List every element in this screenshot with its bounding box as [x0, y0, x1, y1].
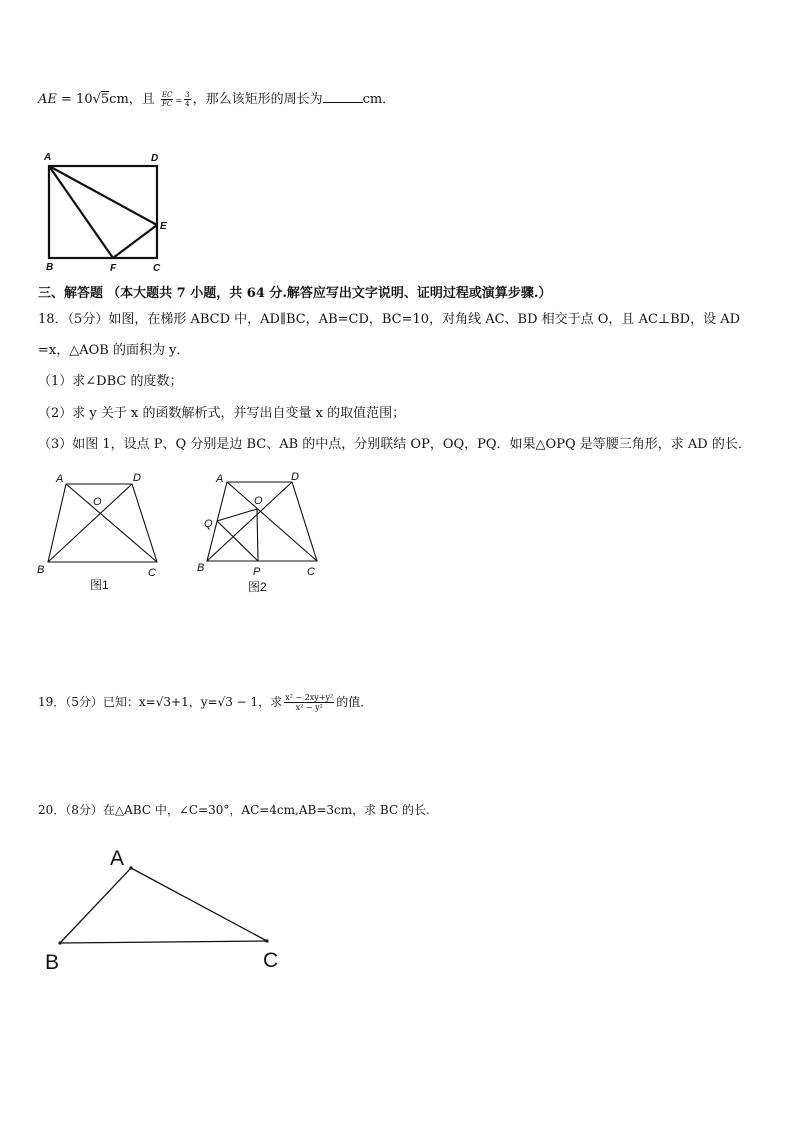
fig2-caption: 图2 [248, 580, 267, 594]
fc-label: FC [162, 100, 173, 108]
label-a: A [44, 152, 52, 163]
section-desc: （本大题共 7 小题，共 64 分.解答应写出文字说明、证明过程或演算步骤.） [107, 286, 552, 301]
segment-ae [49, 166, 157, 225]
sqrt-sign: √ [92, 92, 101, 107]
trapezoid-figure-2 [207, 482, 317, 561]
q17-unit-end: cm． [362, 92, 396, 107]
fig1-caption: 图1 [90, 578, 109, 592]
triangle-label-c: C [263, 949, 279, 972]
section-title: 三、解答题 [38, 286, 104, 301]
fig2-label-c: C [307, 566, 315, 578]
q20-statement: 20．（8分）在△ABC 中，∠C=30°，AC=4cm,AB=3cm，求 BC 的长. [38, 803, 430, 817]
fig2-label-d: D [291, 471, 299, 483]
segment-fe [113, 225, 157, 258]
ec-label: EC [161, 91, 173, 99]
label-f: F [110, 263, 117, 274]
fig2-label-p: P [253, 566, 261, 578]
label-b: B [46, 262, 54, 273]
q19-ask: ，求 [258, 695, 283, 709]
q19-fraction [284, 693, 334, 712]
q19-fraction-den: x² − y² [295, 703, 323, 712]
label-d: D [151, 153, 159, 164]
fig2-label-b: B [197, 562, 205, 574]
segment-af [49, 166, 113, 258]
q19-x-value: √3+1 [155, 695, 189, 709]
fraction-equals: = [175, 96, 183, 105]
ae-equals: = 10 [56, 92, 93, 107]
ratio-den: 4 [185, 100, 190, 108]
label-e: E [160, 221, 167, 232]
sqrt-arg: 5 [100, 92, 110, 107]
fig2-label-q: Q [204, 518, 213, 530]
fig2-label-a: A [216, 473, 224, 485]
label-c: C [153, 263, 161, 274]
ae-unit: cm，且 [109, 92, 155, 107]
q19-fraction-num: x² − 2xy+y² [285, 693, 334, 702]
q18-line2: =x，△AOB 的面积为 y． [38, 343, 190, 358]
q17-tail: ，那么该矩形的周长为 [192, 92, 323, 107]
section-heading [38, 286, 551, 302]
triangle-label-b: B [45, 951, 60, 974]
fig1-label-d: D [133, 472, 141, 484]
triangle-label-a: A [110, 847, 125, 870]
q18-sub2: （2）求 y 关于 x 的函数解析式，并写出自变量 x 的取值范围； [38, 406, 406, 421]
fig1-label-o: O [93, 496, 102, 508]
q18-sub3: （3）如图 1，设点 P、Q 分别是边 BC、AB 的中点，分别联结 OP，OQ，PQ．如果△OPQ 是等腰三角形，求 AD 的长． [38, 437, 751, 452]
q19-y-value: √3 − 1 [217, 695, 259, 709]
fig1-label-c: C [148, 567, 156, 579]
ae-label: AE [38, 92, 57, 107]
ratio-num: 3 [185, 91, 190, 99]
q19-suffix: 的值． [336, 695, 373, 709]
trapezoid-figure-1 [48, 484, 157, 562]
fig1-label-a: A [56, 473, 64, 485]
q18-sub1: （1）求∠DBC 的度数； [38, 374, 183, 389]
q18-line1: 18．（5分）如图，在梯形 ABCD 中，AD∥BC，AB=CD，BC=10，对角线 AC、BD 相交于点 O，且 AC⊥BD，设 AD [38, 312, 741, 327]
triangle-abc [60, 868, 267, 943]
q19-mid: ，y= [188, 695, 218, 709]
q19-prefix: 19．（5分）已知：x= [38, 695, 156, 709]
fig2-label-o: O [254, 495, 263, 507]
fig1-label-b: B [37, 564, 45, 576]
q19-statement [38, 693, 372, 712]
